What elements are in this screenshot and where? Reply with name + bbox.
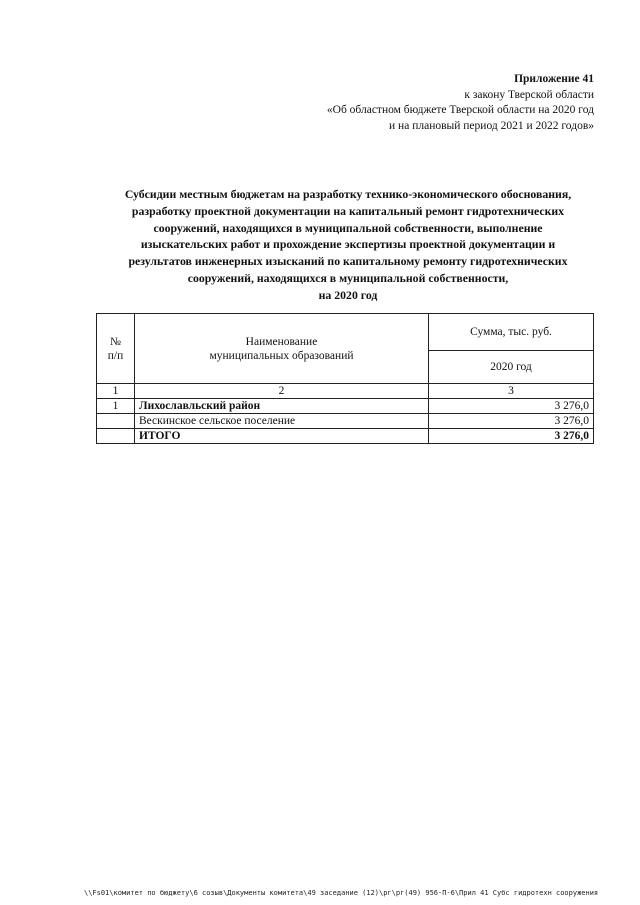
header-name-line-1: Наименование [245,335,318,348]
table-row-total [97,429,594,444]
document-title [98,186,598,304]
appendix-line-2: «Об областном бюджете Тверской области на 2020 год [326,104,594,116]
appendix-line-1: к закону Тверской области [464,88,594,101]
file-path-footer: \\Fs01\комитет по бюджету\6 созыв\Документы комитета\49 заседание (12)\рг\рг(49) 956-П-6\Прил 41 Субс гидротехн сооружения [84,889,599,897]
column-number-row [97,384,594,399]
title-line: Субсидии местным бюджетам на разработку технико-экономического обоснования, [124,187,572,201]
column-number: 3 [429,384,594,399]
title-line: сооружений, находящихся в муниципальной собственности, [187,270,509,285]
row-value: 3 276,0 [429,399,594,414]
row-name: Вескинское сельское поселение [135,414,429,429]
title-line: сооружений, находящихся в муниципальной собственности, выполнение [153,220,543,235]
row-value: 3 276,0 [429,414,594,429]
row-number [97,429,135,444]
table-row [97,399,594,414]
row-number [97,414,135,429]
column-number: 1 [97,384,135,399]
title-line: на 2020 год [318,287,378,302]
appendix-header [327,72,594,134]
header-num-abbr: п/п [107,349,124,362]
total-value: 3 276,0 [429,429,594,444]
header-year-cell: 2020 год [429,351,594,384]
header-name-cell [135,314,429,384]
column-number: 2 [135,384,429,399]
subsidy-table [96,313,594,444]
title-line: разработку проектной документации на капитальный ремонт гидротехнических [131,203,565,218]
title-line: изыскательских работ и прохождение экспертизы проектной документации и [140,237,556,252]
table-header-row [97,314,594,351]
header-name-line-2: муниципальных образований [209,349,354,362]
row-name: Лихославльский район [135,399,429,414]
header-num-cell [97,314,135,384]
header-num-symbol: № [110,335,121,348]
appendix-line-3: и на плановый период 2021 и 2022 годов» [389,119,594,132]
header-sum-cell: Сумма, тыс. руб. [429,314,594,351]
appendix-title: Приложение 41 [514,73,594,85]
total-label: ИТОГО [135,429,429,444]
table-row [97,414,594,429]
title-line: результатов инженерных изысканий по капитальному ремонту гидротехнических [128,254,568,269]
row-number: 1 [97,399,135,414]
